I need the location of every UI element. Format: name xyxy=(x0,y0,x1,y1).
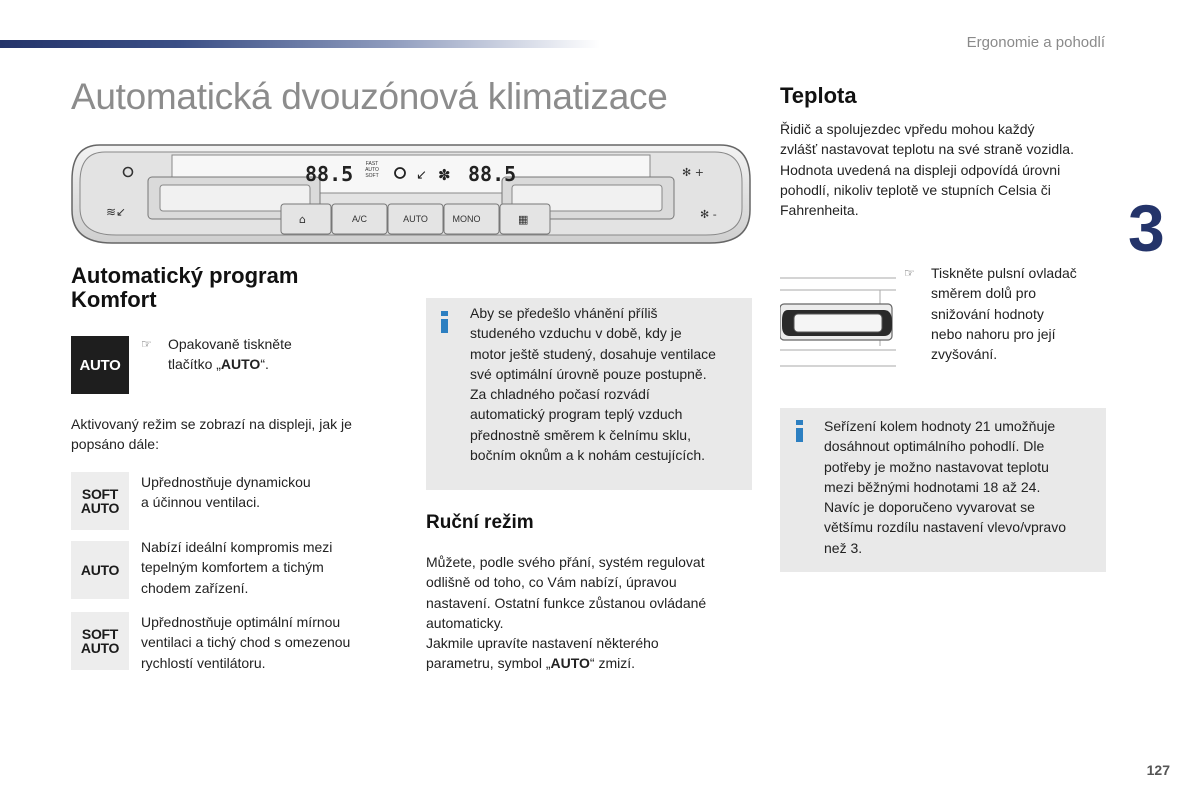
ac-button-label: A/C xyxy=(351,214,367,224)
info-text: Aby se předešlo vhánění příliš studeného vzduchu v době, kdy je motor ještě studený, dosahuje ventilace své optimální úrovně pouze postupně. Za chladného počasí rozvádí automatický program teplý vzduch přednostně směrem k čelnímu sklu, bočním oknům a k nohám cestujících. xyxy=(470,305,716,464)
svg-text:✽: ✽ xyxy=(438,166,451,184)
mode-description: Nabízí ideální kompromis mezi tepelným komfortem a tichým chodem zařízení. xyxy=(141,539,333,596)
temperature-text: Řidič a spolujezdec vpředu mohou každý zvlášť nastavovat teplotu na své straně vozidla. Hodnota uvedená na displeji odpovídá úrovni pohodlí, nikoliv teplotě ve stupních Celsia či Fahrenheita. xyxy=(780,121,1074,219)
header-color-bar xyxy=(0,40,600,48)
manual-text: Můžete, podle svého přání, systém regulovat odlišně od toho, co Vám nabízí, úpravou nastavení. Ostatní funkce zůstanou ovládané automaticky. Jakmile upravíte nastavení některého parametru, symbol „AUTO“ zmizí. xyxy=(426,554,707,672)
info-text: Seřízení kolem hodnoty 21 umožňuje dosáhnout optimálního pohodlí. Dle potřeby je možno nastavovat teplotu mezi běžnými hodnotami 18 až 24. Navíc je doporučeno vyvarovat se většímu rozdílu nastavení vlevo/vpravo než 3. xyxy=(824,418,1067,556)
svg-text:⌂: ⌂ xyxy=(299,213,306,226)
mono-button-label: MONO xyxy=(452,214,481,224)
svg-text:↙: ↙ xyxy=(416,168,427,183)
page-number: 127 xyxy=(1146,762,1170,778)
svg-text:✻ +: ✻ + xyxy=(682,166,704,179)
mode-description: Upřednostňuje optimální mírnou ventilaci a tichý chod s omezenou rychlostí ventilátoru. xyxy=(141,614,351,671)
section-title: Ergonomie a pohodlí xyxy=(966,34,1105,51)
svg-text:✻ -: ✻ - xyxy=(700,208,717,221)
mode-indicator: FAST AUTO SOFT xyxy=(365,161,379,179)
info-box-setting xyxy=(780,408,1106,572)
finger-bullet-icon: ☞ xyxy=(904,266,915,280)
auto-mode-icon: AUTO xyxy=(71,541,129,599)
comfort-heading: Automatický program Komfort xyxy=(71,263,299,312)
page-title: Automatická dvouzónová klimatizace xyxy=(71,76,668,117)
display-note: Aktivovaný režim se zobrazí na displeji, jak je popsáno dále: xyxy=(71,416,352,453)
temperature-control-illustration xyxy=(780,276,896,372)
left-temp-display: 88.5 xyxy=(305,162,354,186)
svg-text:≋↙: ≋↙ xyxy=(106,205,127,219)
temperature-heading: Teplota xyxy=(780,83,857,108)
info-icon xyxy=(441,311,448,333)
svg-text:▦: ▦ xyxy=(518,213,529,226)
temperature-instruction: Tiskněte pulsní ovladač směrem dolů pro snižování hodnoty nebo nahoru pro její zvyšování. xyxy=(931,265,1077,363)
chapter-number: 3 xyxy=(1128,191,1165,265)
finger-bullet-icon: ☞ xyxy=(141,337,152,351)
manual-heading: Ruční režim xyxy=(426,512,534,533)
mode-description: Upřednostňuje dynamickou a účinnou ventilaci. xyxy=(141,474,311,511)
climate-control-panel xyxy=(70,140,752,246)
info-icon xyxy=(796,420,803,442)
auto-button-icon: AUTO xyxy=(71,336,129,394)
soft-auto-icon: SOFT AUTO xyxy=(71,612,129,670)
comfort-instruction: Opakovaně tiskněte tlačítko „AUTO“. xyxy=(168,336,292,373)
auto-button-label: AUTO xyxy=(403,214,428,224)
right-temp-display: 88.5 xyxy=(468,162,517,186)
soft-auto-icon: SOFT AUTO xyxy=(71,472,129,530)
info-box-cold-engine xyxy=(426,298,752,490)
